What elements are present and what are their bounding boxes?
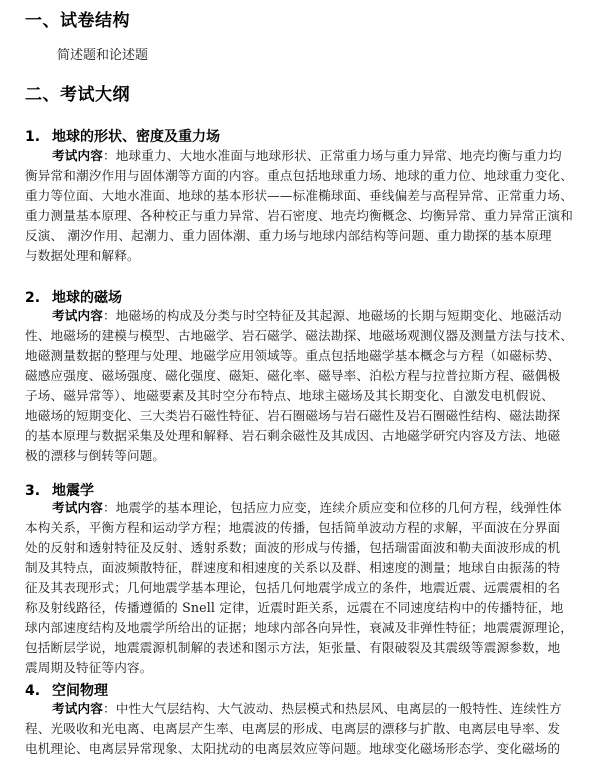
paragraph-line: 本构关系，平衡方程和运动学方程；地震波的传播，包括简单波动方程的求解，平面波在分界面 — [25, 520, 561, 535]
topic-number: 3. — [25, 483, 41, 499]
topic-4-heading — [25, 680, 108, 700]
topic-number: 1. — [25, 129, 41, 145]
paragraph-line: 性、地磁场的建模与模型、古地磁学、岩石磁学、磁法勘探、地磁场观测仪器及测量方法与技术、 — [25, 328, 573, 343]
topic-3-content — [25, 498, 585, 678]
line-text: ：地球重力、大地水准面与地球形状、正常重力场与重力异常、地壳均衡与重力均 — [102, 148, 562, 163]
paragraph-line — [25, 146, 585, 166]
paragraph-line — [25, 699, 585, 719]
paragraph-line: 制及其特点，面波频散特征，群速度和相速度的关系以及群、相速度的测量；地球自由振荡的特 — [25, 560, 561, 575]
paragraph-line: 衡异常和潮汐作用与固体潮等方面的内容。重点包括地球重力场、地球的重力位、地球重力变化、 — [25, 168, 573, 183]
paragraph-line — [25, 498, 585, 518]
paragraph-line — [25, 306, 585, 326]
paragraph-line: 与数据处理和解释。 — [25, 248, 140, 263]
topic-4-content — [25, 699, 585, 759]
topic-number: 4. — [25, 683, 41, 699]
paragraph-line: 重力测量基本原理、各种校正与重力异常、岩石密度、地壳均衡概念、均衡异常、重力异常正演和 — [25, 208, 573, 223]
paragraph-line: 磁感应强度、磁场强度、磁化强度、磁矩、磁化率、磁导率、泊松方程与拉普拉斯方程、磁偶极 — [25, 368, 561, 383]
section-one-content: 简述题和论述题 — [57, 48, 149, 63]
topic-3-heading — [25, 480, 94, 500]
paragraph-line: 震周期及特征等内容。 — [25, 660, 153, 675]
paragraph-line: 包括断层学说，地震震源机制解的表述和图示方法，矩张量、有限破裂及其震级等震源参数，地 — [25, 640, 561, 655]
topic-1-heading — [25, 126, 220, 146]
paragraph-line: 地磁场的短期变化、三大类岩石磁性特征、岩石圈磁场与岩石磁性及岩石圈磁性结构、磁法勘探 — [25, 408, 561, 423]
content-label: 考试内容 — [52, 148, 103, 163]
line-text: ：中性大气层结构、大气波动、热层模式和热层风、电离层的一般特性、连续性方 — [102, 701, 562, 716]
paragraph-line: 地磁测量数据的整理与处理、地磁学应用领域等。重点包括地磁学基本概念与方程（如磁标势、 — [25, 348, 561, 363]
paragraph-line: 称及射线路径，传播遵循的 Snell 定律，近震时距关系，远震在不同速度结构中的传播特征，地 — [25, 600, 564, 615]
paragraph-line: 电机理论、电离层异常现象、太阳扰动的电离层效应等问题。地球变化磁场形态学、变化磁场的 — [25, 741, 561, 756]
paragraph-line: 球内部速度结构及地震学所给出的证据；地球内部各向异性，衰减及非弹性特征；地震震源理论， — [25, 620, 573, 635]
paragraph-line: 征及其表现形式；几何地震学基本理论，包括几何地震学成立的条件，地震近震、远震震相的名 — [25, 580, 561, 595]
topic-2-heading — [25, 287, 122, 307]
paragraph-line: 的基本原理与数据采集及处理和解释、岩石剩余磁性及其成因、古地磁学研究内容及方法、地磁 — [25, 428, 561, 443]
topic-number: 2. — [25, 290, 41, 306]
section-one-heading: 一、试卷结构 — [25, 11, 130, 31]
topic-1-content — [25, 146, 585, 266]
paragraph-line: 反演、 潮汐作用、起潮力、重力固体潮、重力场与地球内部结构等问题、重力勘探的基本原理 — [25, 228, 552, 243]
line-text: ：地震学的基本理论，包括应力应变，连续介质应变和位移的几何方程，线弹性体 — [102, 500, 562, 515]
content-label: 考试内容 — [52, 500, 103, 515]
topic-2-content — [25, 306, 585, 466]
paragraph-line: 重力等位面、大地水准面、地球的基本形状——标准椭球面、垂线偏差与高程异常、正常重力场、 — [25, 188, 573, 203]
paragraph-line: 处的反射和透射特征及反射、透射系数；面波的形成与传播，包括瑞雷面波和勒夫面波形成的机 — [25, 540, 561, 555]
topic-title: 地球的磁场 — [52, 290, 122, 306]
paragraph-line: 极的漂移与倒转等问题。 — [25, 448, 166, 463]
section-two-heading: 二、考试大纲 — [25, 85, 130, 105]
paragraph-line: 程、光吸收和光电离、电离层产生率、电离层的形成、电离层的漂移与扩散、电离层电导率、发 — [25, 721, 561, 736]
topic-title: 空间物理 — [52, 683, 108, 699]
content-label: 考试内容 — [52, 701, 103, 716]
content-label: 考试内容 — [52, 308, 103, 323]
topic-title: 地球的形状、密度及重力场 — [52, 129, 220, 145]
paragraph-line: 子场、磁异常等）、地磁要素及其时空分布特点、地球主磁场及其长期变化、自激发电机假说、 — [25, 388, 554, 403]
line-text: ：地磁场的构成及分类与时空特征及其起源、地磁场的长期与短期变化、地磁活动 — [102, 308, 562, 323]
topic-title: 地震学 — [52, 483, 94, 499]
